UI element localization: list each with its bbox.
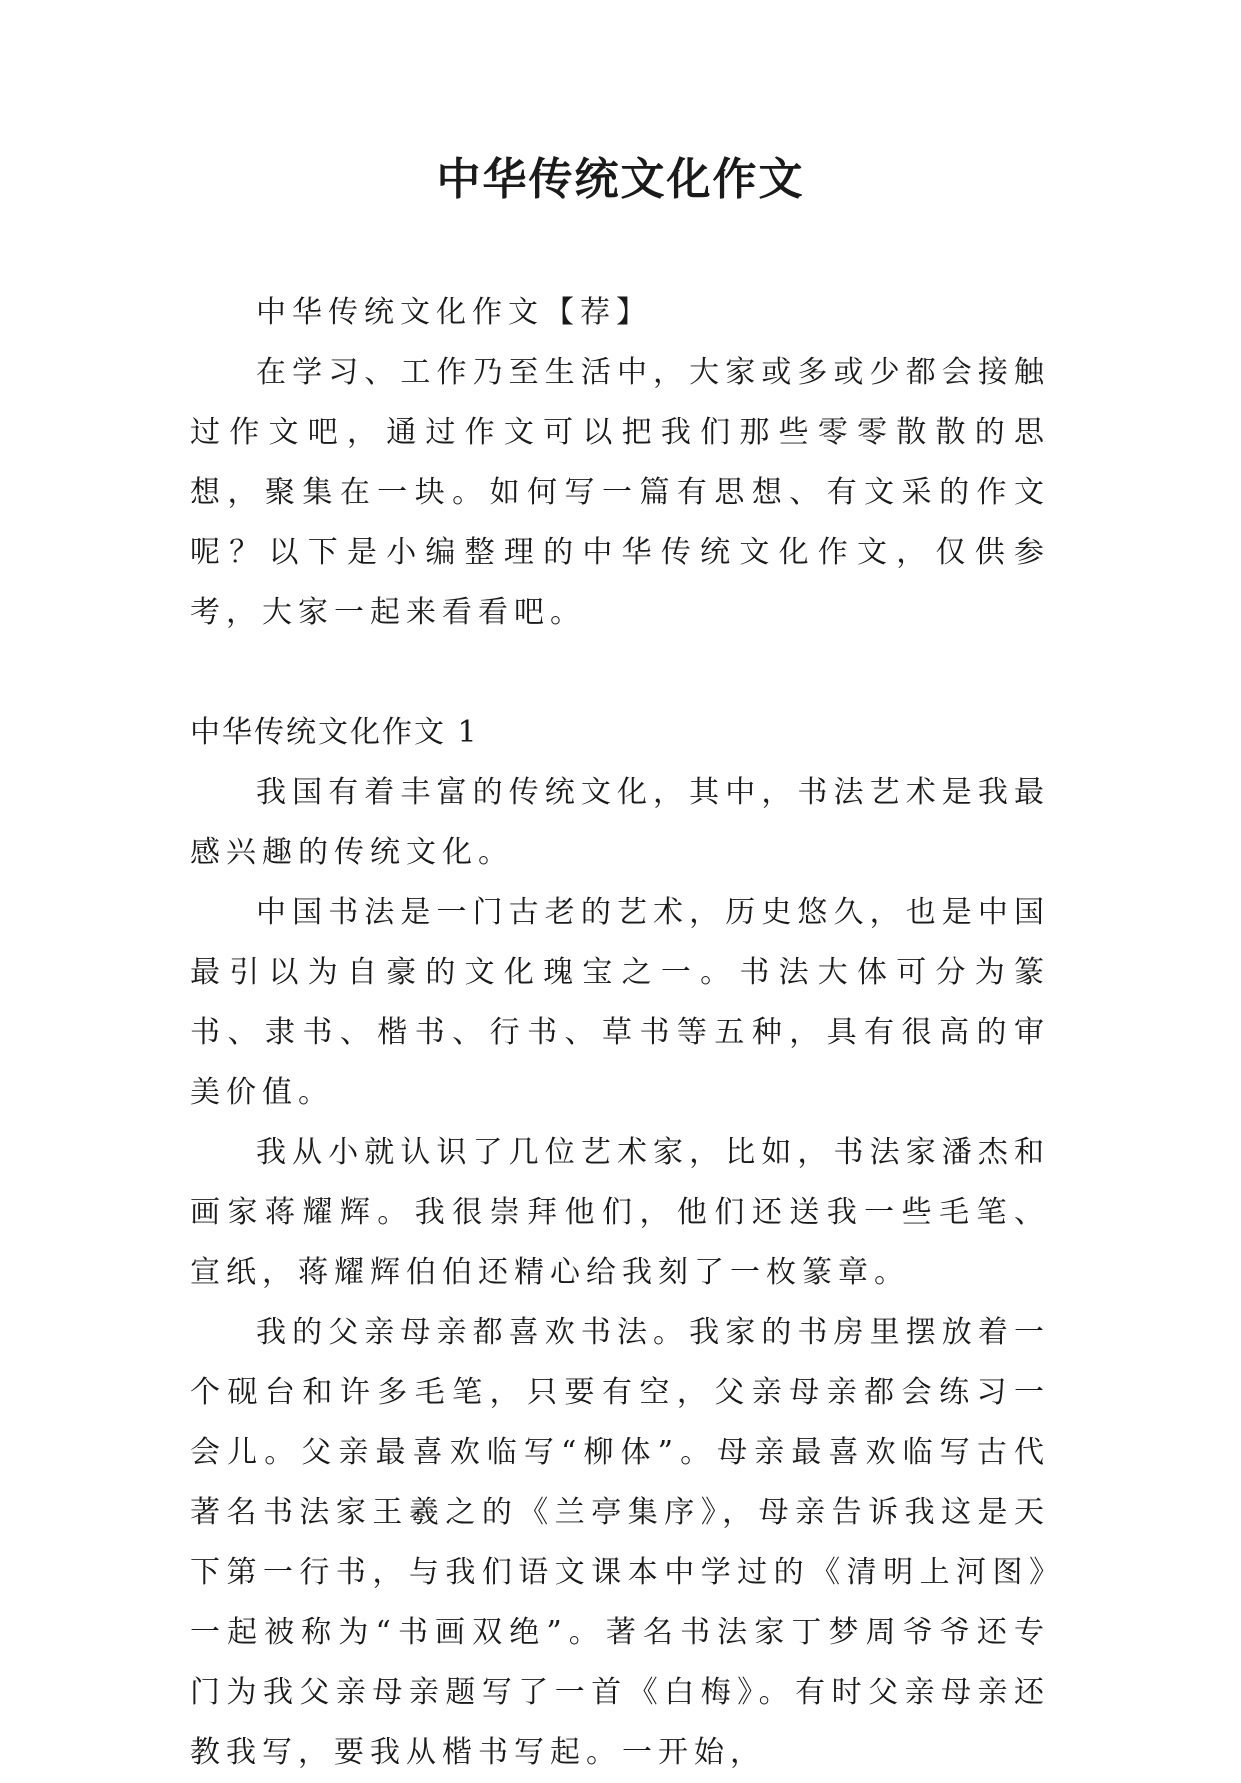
document-subtitle: 中华传统文化作文【荐】	[256, 295, 652, 330]
body-paragraph: 我从小就认识了几位艺术家，比如，书法家潘杰和画家蒋耀辉。我很崇拜他们，他们还送我一些毛笔、宣纸，蒋耀辉伯伯还精心给我刻了一枚篆章。	[190, 1135, 1050, 1290]
document-body	[190, 283, 1050, 1783]
body-paragraph: 我的父亲母亲都喜欢书法。我家的书房里摆放着一个砚台和许多毛笔，只要有空，父亲母亲都会练习一会儿。父亲最喜欢临写“柳体”。母亲最喜欢临写古代著名书法家王羲之的《兰亭集序》，母亲告诉我这是天下第一行书，与我们语文课本中学过的《清明上河图》一起被称为“书画双绝”。著名书法家丁梦周爷爷还专门为我父亲母亲题写了一首《白梅》。有时父亲母亲还教我写，要我从楷书写起。一开始，	[190, 1315, 1050, 1770]
body-paragraph: 中国书法是一门古老的艺术，历史悠久，也是中国最引以为自豪的文化瑰宝之一。书法大体可分为篆书、隶书、楷书、行书、草书等五种，具有很高的审美价值。	[190, 895, 1050, 1110]
intro-paragraph: 在学习、工作乃至生活中，大家或多或少都会接触过作文吧，通过作文可以把我们那些零零散散的思想，聚集在一块。如何写一篇有思想、有文采的作文呢？以下是小编整理的中华传统文化作文，仅供参考，大家一起来看看吧。	[190, 355, 1050, 630]
section-heading: 中华传统文化作文 1	[190, 715, 479, 750]
document-title: 中华传统文化作文	[436, 154, 805, 205]
body-paragraph: 我国有着丰富的传统文化，其中，书法艺术是我最感兴趣的传统文化。	[190, 775, 1050, 870]
